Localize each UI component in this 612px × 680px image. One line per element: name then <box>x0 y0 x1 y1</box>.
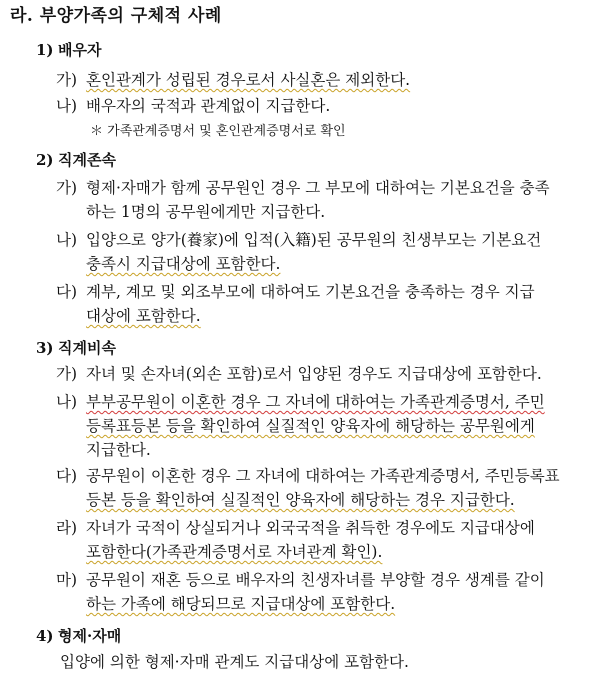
note-text: ＊ 가족관계증명서 및 혼인관계증명서로 확인 <box>90 124 346 139</box>
list-item <box>56 466 560 486</box>
section-title: 직계존속 <box>58 151 116 169</box>
item-text: 자녀 및 손자녀(외손 포함)로서 입양된 경우도 지급대상에 포함한다. <box>86 365 542 383</box>
item-marker: 가) <box>56 179 78 197</box>
item-text-cont: 대상에 포함한다. <box>86 307 201 325</box>
list-item <box>56 282 535 302</box>
item-text: 배우자의 국적과 관계없이 지급한다. <box>86 97 331 115</box>
section-heading-ascendants <box>36 150 116 170</box>
list-item <box>56 70 410 90</box>
list-item <box>56 364 542 384</box>
item-text-cont: 포함한다(가족관계증명서로 자녀관계 확인). <box>86 543 383 561</box>
list-item <box>56 178 550 198</box>
section-title: 직계비속 <box>58 339 116 357</box>
item-text: 공무원이 재혼 등으로 배우자의 친생자녀를 부양할 경우 생계를 같이 <box>86 571 545 589</box>
item-text: 자녀가 국적이 상실되거나 외국국적을 취득한 경우에도 지급대상에 <box>86 519 535 537</box>
item-text: 공무원이 이혼한 경우 그 자녀에 대하여는 가족관계증명서, 주민등록표 <box>86 467 560 485</box>
section-heading-descendants <box>36 338 116 358</box>
item-text-cont: 등본 등을 확인하여 실질적인 양육자에 해당하는 경우 지급한다. <box>86 491 515 509</box>
section-number: 4) <box>36 627 54 645</box>
item-text-cont: 충족시 지급대상에 포함한다. <box>86 255 281 273</box>
item-text: 혼인관계가 성립된 경우로서 사실혼은 제외한다. <box>86 71 411 89</box>
item-marker: 가) <box>56 365 78 383</box>
item-text-cont: 지급한다. <box>86 441 151 459</box>
list-item <box>56 392 545 412</box>
item-text-cont: 하는 가족에 해당되므로 지급대상에 포함한다. <box>86 595 396 613</box>
item-marker: 나) <box>56 97 78 115</box>
section-title: 배우자 <box>58 41 102 59</box>
list-item <box>56 96 330 116</box>
item-marker: 다) <box>56 467 78 485</box>
item-marker: 나) <box>56 393 78 411</box>
item-text: 부부공무원이 이혼한 경우 그 자녀에 대하여는 가족관계증명서, 주민 <box>86 393 545 411</box>
list-item <box>56 570 545 590</box>
item-marker: 가) <box>56 71 78 89</box>
section-heading-spouse <box>36 40 101 60</box>
item-text: 형제·자매가 함께 공무원인 경우 그 부모에 대하여는 기본요건을 충족 <box>86 179 550 197</box>
item-text-cont: 하는 1명의 공무원에게만 지급한다. <box>86 203 326 221</box>
list-item <box>56 230 541 250</box>
section-number: 3) <box>36 339 54 357</box>
item-text-cont: 등록표등본 등을 확인하여 실질적인 양육자에 해당하는 공무원에게 <box>86 417 535 435</box>
section-number: 2) <box>36 151 54 169</box>
item-marker: 다) <box>56 283 78 301</box>
section-heading-siblings <box>36 626 121 646</box>
item-text: 계부, 계모 및 외조부모에 대하여도 기본요건을 충족하는 경우 지급 <box>86 283 535 301</box>
paragraph-text: 입양에 의한 형제·자매 관계도 지급대상에 포함한다. <box>60 653 409 671</box>
page-title: 라. 부양가족의 구체적 사례 <box>10 6 222 26</box>
item-text: 입양으로 양가(養家)에 입적(入籍)된 공무원의 친생부모는 기본요건 <box>86 231 542 249</box>
section-number: 1) <box>36 41 54 59</box>
item-marker: 라) <box>56 519 78 537</box>
section-title: 형제·자매 <box>58 627 122 645</box>
item-marker: 마) <box>56 571 78 589</box>
item-marker: 나) <box>56 231 78 249</box>
list-item <box>56 518 535 538</box>
